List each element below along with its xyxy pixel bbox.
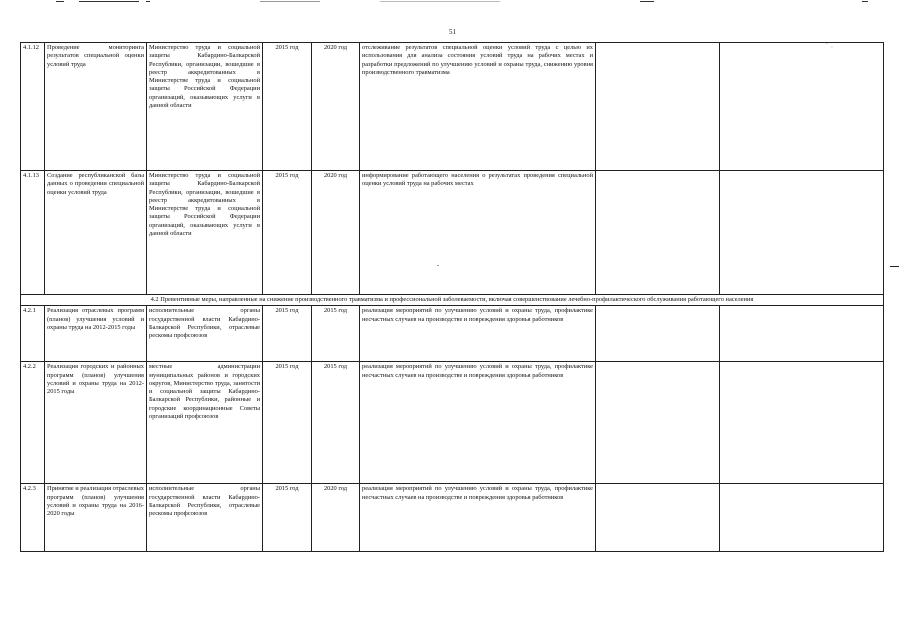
expected-result: отслеживание результатов специальной оценки условий труда с целью их использования для анализа состояния условий труда на рабочих местах и разработки предложений по улучшению условий и охраны труда, снижению уровня производственного травматизма xyxy=(360,43,596,171)
section-heading: 4.2 Превентивные меры, направленные на снижение производственного травматизма и профессиональной заболеваемости, включая совершенствование лечебно-профилактического обслуживания работающего населения xyxy=(21,295,884,306)
empty-cell xyxy=(720,43,884,171)
empty-cell xyxy=(596,171,720,295)
row-number: 4.1.13 xyxy=(21,171,45,295)
measure-name: Создание республиканской базы данных о проведении специальной оценки условий труда xyxy=(45,171,147,295)
pencil-mark: ˇ , xyxy=(826,44,833,49)
end-year: 2020 год xyxy=(312,484,360,552)
end-year: 2015 год xyxy=(312,362,360,484)
end-year: 2020 год xyxy=(312,43,360,171)
start-year: 2015 год xyxy=(263,362,312,484)
executor: исполнительные органы государственной власти Кабардино-Балкарской Республики, отраслевые рескомы профсоюзов xyxy=(147,484,263,552)
executor: Министерство труда и социальной защиты Кабардино-Балкарской Республики, организации, вошедшие в реестр аккредитованных в Министерстве труда и социальной защиты Российской Федерации организаций, оказывающих услуги в данной области xyxy=(147,43,263,171)
measure-name: Реализация городских и районных программ (планов) улучшения условий и охраны труда на 2012-2015 годы xyxy=(45,362,147,484)
row-number: 4.2.1 xyxy=(21,306,45,362)
table-row xyxy=(21,306,884,362)
table-row xyxy=(21,484,884,552)
top-scan-marks xyxy=(0,0,905,6)
empty-cell xyxy=(596,306,720,362)
section-row xyxy=(21,295,884,306)
expected-result: реализация мероприятий по улучшению условий и охраны труда, профилактике несчастных случаев на производстве и повреждения здоровья работников xyxy=(360,306,596,362)
measures-table xyxy=(20,42,884,552)
page-number: 51 xyxy=(449,28,456,36)
row-number: 4.1.12 xyxy=(21,43,45,171)
expected-result: реализация мероприятий по улучшению условий и охраны труда, профилактике несчастных случаев на производстве и повреждения здоровья работников xyxy=(360,484,596,552)
measure-name: Принятие и реализация отраслевых программ (планов) улучшения условий и охраны труда на 2016-2020 годы xyxy=(45,484,147,552)
row-number: 4.2.3 xyxy=(21,484,45,552)
start-year: 2015 год xyxy=(263,484,312,552)
table-row xyxy=(21,362,884,484)
start-year: 2015 год xyxy=(263,43,312,171)
empty-cell xyxy=(720,306,884,362)
table-row xyxy=(21,171,884,295)
empty-cell xyxy=(720,171,884,295)
expected-result: реализация мероприятий по улучшению условий и охраны труда, профилактике несчастных случаев на производстве и повреждения здоровья работников xyxy=(360,362,596,484)
empty-cell xyxy=(596,43,720,171)
end-year: 2020 год xyxy=(312,171,360,295)
table-row xyxy=(21,43,884,171)
measure-name: Проведение мониторинга результатов специальной оценки условий труда xyxy=(45,43,147,171)
measure-name: Реализация отраслевых программ (планов) улучшения условий и охраны труда на 2012-2015 годы xyxy=(45,306,147,362)
margin-mark xyxy=(890,266,899,267)
end-year: 2015 год xyxy=(312,306,360,362)
empty-cell xyxy=(720,484,884,552)
start-year: 2015 год xyxy=(263,171,312,295)
empty-cell xyxy=(596,362,720,484)
empty-cell xyxy=(596,484,720,552)
empty-cell xyxy=(720,362,884,484)
start-year: 2015 год xyxy=(263,306,312,362)
expected-result: информирование работающего населения о результатах проведения специальной оценки условий труда на рабочих местах xyxy=(360,171,596,295)
row-number: 4.2.2 xyxy=(21,362,45,484)
executor: местные администрации муниципальных районов и городских округов, Министерство труда, занятости и социальной защиты Кабардино-Балкарской Республики, районные и городские координационные Советы организаций профсоюзов xyxy=(147,362,263,484)
executor: Министерство труда и социальной защиты Кабардино-Балкарской Республики, организации, вошедшие в реестр аккредитованных в Министерстве труда и социальной защиты Российской Федерации организаций, оказывающих услуги в данной области xyxy=(147,171,263,295)
executor: исполнительные органы государственной власти Кабардино-Балкарской Республики, отраслевые рескомы профсоюзов xyxy=(147,306,263,362)
